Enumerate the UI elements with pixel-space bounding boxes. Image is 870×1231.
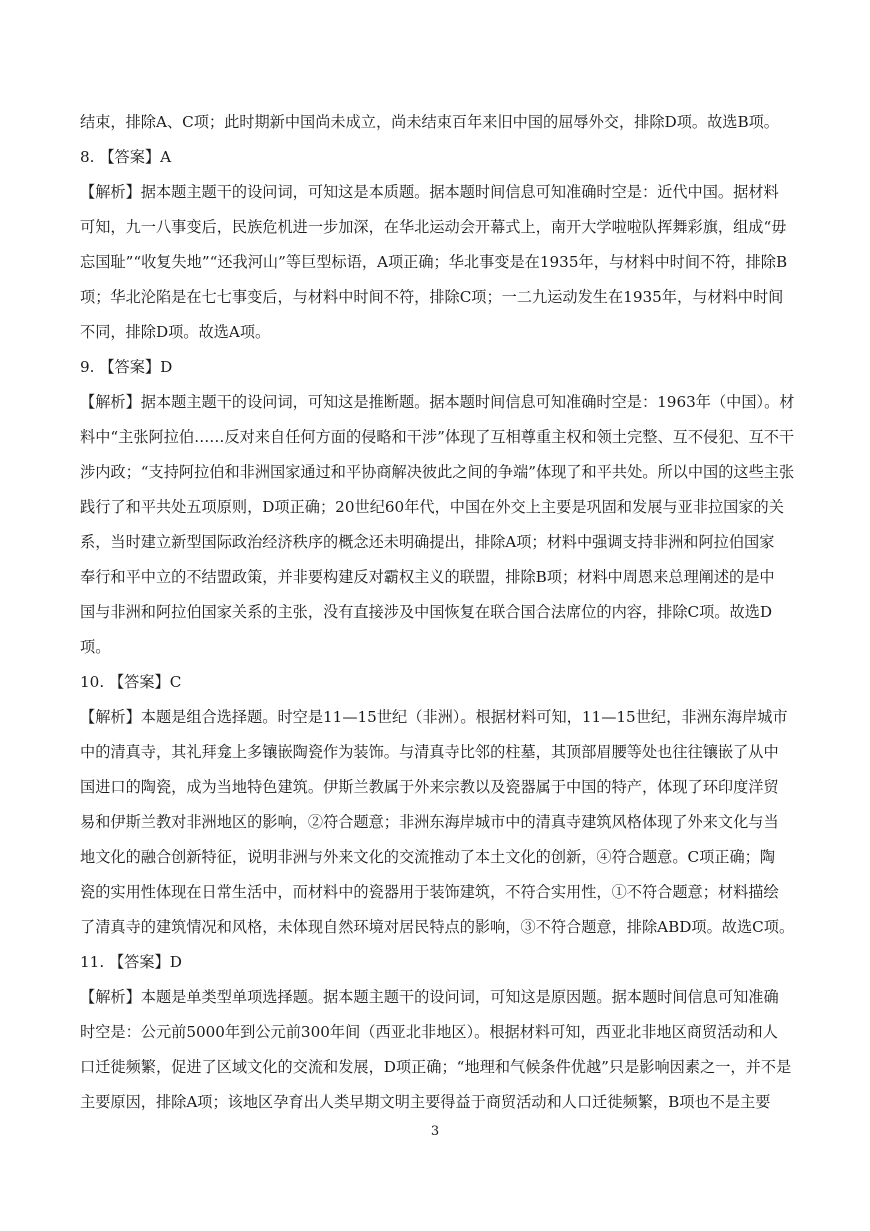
text-line: 【解析】本题是组合选择题。时空是11—15世纪（非洲）。根据材料可知，11—15世纪，非洲东海岸城市 (80, 708, 788, 726)
page-number: 3 (430, 1124, 440, 1139)
text-line: 国进口的陶瓷，成为当地特色建筑。伊斯兰教属于外来宗教以及瓷器属于中国的特产，体现了环印度洋贸 (80, 778, 779, 796)
text-line: 【解析】本题是单类型单项选择题。据本题主题干的设问词，可知这是原因题。据本题时间信息可知准确 (80, 988, 779, 1006)
text-line: 瓷的实用性体现在日常生活中，而材料中的瓷器用于装饰建筑，不符合实用性，①不符合题意；材料描绘 (80, 883, 779, 901)
text-line: 项。 (80, 638, 111, 656)
text-line: 涉内政；“支持阿拉伯和非洲国家通过和平协商解决彼此之间的争端”体现了和平共处。所以中国的这些主张 (80, 463, 795, 481)
text-line: 【解析】据本题主题干的设问词，可知这是推断题。据本题时间信息可知准确时空是：1963年（中国）。材 (80, 393, 795, 411)
answer-heading-8: 8. 【答案】A (80, 148, 172, 166)
answer-heading-9: 9. 【答案】D (80, 358, 173, 376)
text-line: 口迁徙频繁，促进了区域文化的交流和发展，D项正确；“地理和气候条件优越”只是影响因素之一，并不是 (80, 1058, 792, 1076)
text-line: 系，当时建立新型国际政治经济秩序的概念还未明确提出，排除A项；材料中强调支持非洲和阿拉伯国家 (80, 533, 775, 551)
answer-heading-11: 11. 【答案】D (80, 953, 182, 971)
text-line: 践行了和平共处五项原则，D项正确；20世纪60年代，中国在外交上主要是巩固和发展与亚非拉国家的关 (80, 498, 784, 516)
text-line: 可知，九一八事变后，民族危机进一步加深，在华北运动会开幕式上，南开大学啦啦队挥舞彩旗，组成“毋 (80, 218, 787, 236)
text-line: 了清真寺的建筑情况和风格，未体现自然环境对居民特点的影响，③不符合题意，排除ABD项。故选C项。 (80, 918, 795, 936)
text-line: 奉行和平中立的不结盟政策，并非要构建反对霸权主义的联盟，排除B项；材料中周恩来总理阐述的是中 (80, 568, 775, 586)
text-line: 地文化的融合创新特征，说明非洲与外来文化的交流推动了本土文化的创新，④符合题意。C项正确；陶 (80, 848, 776, 866)
text-line: 忘国耻”“收复失地”“还我河山”等巨型标语，A项正确；华北事变是在1935年，与材料中时间不符，排除B (80, 253, 788, 271)
text-line: 项；华北沦陷是在七七事变后，与材料中时间不符，排除C项；一二九运动发生在1935年，与材料中时间 (80, 288, 784, 306)
text-line: 易和伊斯兰教对非洲地区的影响，②符合题意；非洲东海岸城市中的清真寺建筑风格体现了外来文化与当 (80, 813, 779, 831)
text-line: 料中“主张阿拉伯……反对来自任何方面的侵略和干涉”体现了互相尊重主权和领土完整、互不侵犯、互不干 (80, 428, 795, 446)
text-line: 【解析】据本题主题干的设问词，可知这是本质题。据本题时间信息可知准确时空是：近代中国。据材料 (80, 183, 779, 201)
text-line: 不同，排除D项。故选A项。 (80, 323, 271, 341)
text-line: 时空是：公元前5000年到公元前300年间（西亚北非地区）。根据材料可知，西亚北非地区商贸活动和人 (80, 1023, 778, 1041)
text-line: 国与非洲和阿拉伯国家关系的主张，没有直接涉及中国恢复在联合国合法席位的内容，排除C项。故选D (80, 603, 773, 621)
answer-heading-10: 10. 【答案】C (80, 673, 182, 691)
text-line: 主要原因，排除A项；该地区孕育出人类早期文明主要得益于商贸活动和人口迁徙频繁，B项也不是主要 (80, 1093, 771, 1111)
text-line: 中的清真寺，其礼拜龛上多镶嵌陶瓷作为装饰。与清真寺比邻的柱墓，其顶部眉腰等处也往往镶嵌了从中 (80, 743, 779, 761)
text-line: 结束，排除A、C项；此时期新中国尚未成立，尚未结束百年来旧中国的屈辱外交，排除D项。故选B项。 (80, 113, 779, 131)
